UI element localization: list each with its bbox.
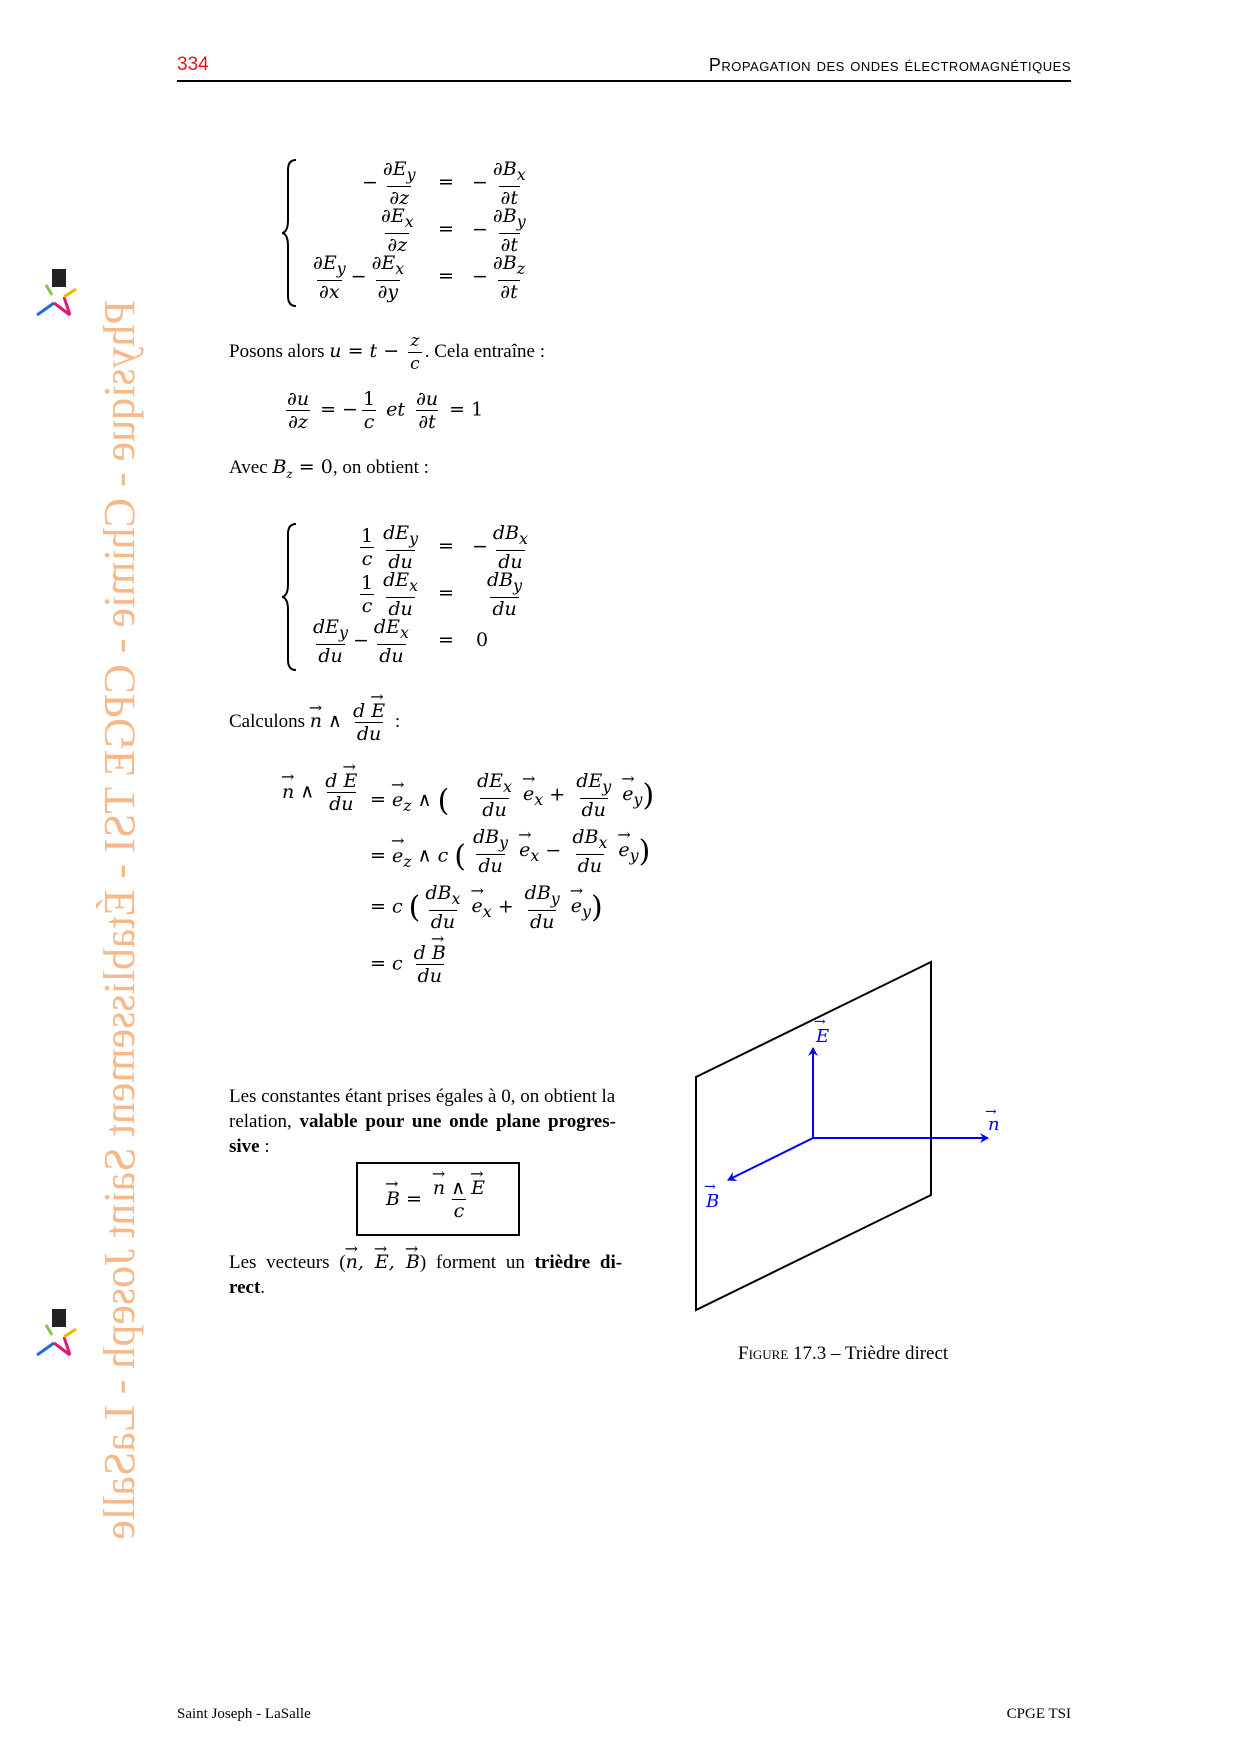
figure-caption: Figure 17.3 – Trièdre direct (738, 1343, 949, 1364)
figure-triedre (680, 950, 1020, 1320)
label-e: E (816, 1026, 830, 1047)
left-brace (282, 522, 298, 672)
boxed-formula: → B = → $\frac{n \wedge \to E}{c}$ (356, 1162, 520, 1236)
svg-text:→: → (985, 1104, 997, 1120)
label-b: B (706, 1191, 720, 1212)
footer-right: CPGE TSI (1006, 1706, 1071, 1722)
svg-text:→: → (704, 1179, 716, 1195)
star-logo-icon (32, 265, 82, 325)
svg-text:→: → (814, 1014, 826, 1030)
vector-b-arrow (728, 1138, 813, 1180)
watermark-text: Physique - Chimie - CPGE TSI - Établissement Saint Joseph - LaSalle (95, 300, 144, 1540)
derivation: → n ∧ $\frac{d \to E}{du}$ = → $e_z$ ∧ ( $\frac{dE_x}{du}$ → $e_x$ + $\frac{dE_y}{du}$ → $e_y$) = → $e_z$ ∧ c ( $\frac{dB_y}{du}$ → $e_x$ − $\frac{dB_x}{du}$ → $e_y$) = c ( $\frac{dB_x}{du}$ → $e_x$ + $\frac{dB_y}{du}$ → $e_y$) = c $\frac{d \to B}{du}$ (282, 770, 682, 1000)
paragraph-constantes: Les constantes étant prises égales à 0, on obtient la relation, valable pour une onde plane progres- sive : (229, 1086, 616, 1157)
equation-system-2: $\frac{1}{c}$ $\frac{dE_y}{du}$ = − $\frac{dB_x}{du}$ $\frac{1}{c}$ $\frac{dE_x}{du}$ = $\frac{dB_y}{du}$ $\frac{dE_y}{du}$ − $\frac{dE_x}{du}$ = 0 (282, 522, 542, 672)
paragraph-avec: Avec $B_z = 0$, on obtient : (229, 456, 429, 481)
star-logo-icon (32, 1305, 82, 1365)
footer-left: Saint Joseph - LaSalle (177, 1706, 311, 1722)
paragraph-posons: Posons alors u = t − $\frac{z}{c}$ . Cela entraîne : (229, 331, 545, 374)
page-number: 334 (177, 54, 209, 75)
label-n: n (988, 1114, 1000, 1135)
chapter-title: Propagation des ondes électromagnétiques (708, 55, 1071, 75)
paragraph-calculons: Calculons → n ∧ $\frac{d \to E}{du}$ : (229, 700, 400, 745)
header-rule (177, 80, 1071, 82)
left-brace (282, 158, 298, 308)
equation-system-1: − $\frac{\partial E_y}{\partial z}$ = − $\frac{\partial B_x}{\partial t}$ $\frac{\partial E_x}{\partial z}$ = − $\frac{\partial B_y}{\partial t}$ $\frac{\partial E_y}{\partial x}$ − $\frac{\partial E_x}{\partial y}$ = − $\frac{\partial B_z}{\partial t}$ (282, 158, 542, 308)
equation-du: $\frac{\partial u}{\partial z}$ = − $\frac{1}{c}$ et $\frac{\partial u}{\partial t}$ = 1 (287, 388, 484, 433)
paragraph-vecteurs: Les vecteurs (→ n, → E, → B) forment un trièdre di- rect. (229, 1250, 649, 1300)
